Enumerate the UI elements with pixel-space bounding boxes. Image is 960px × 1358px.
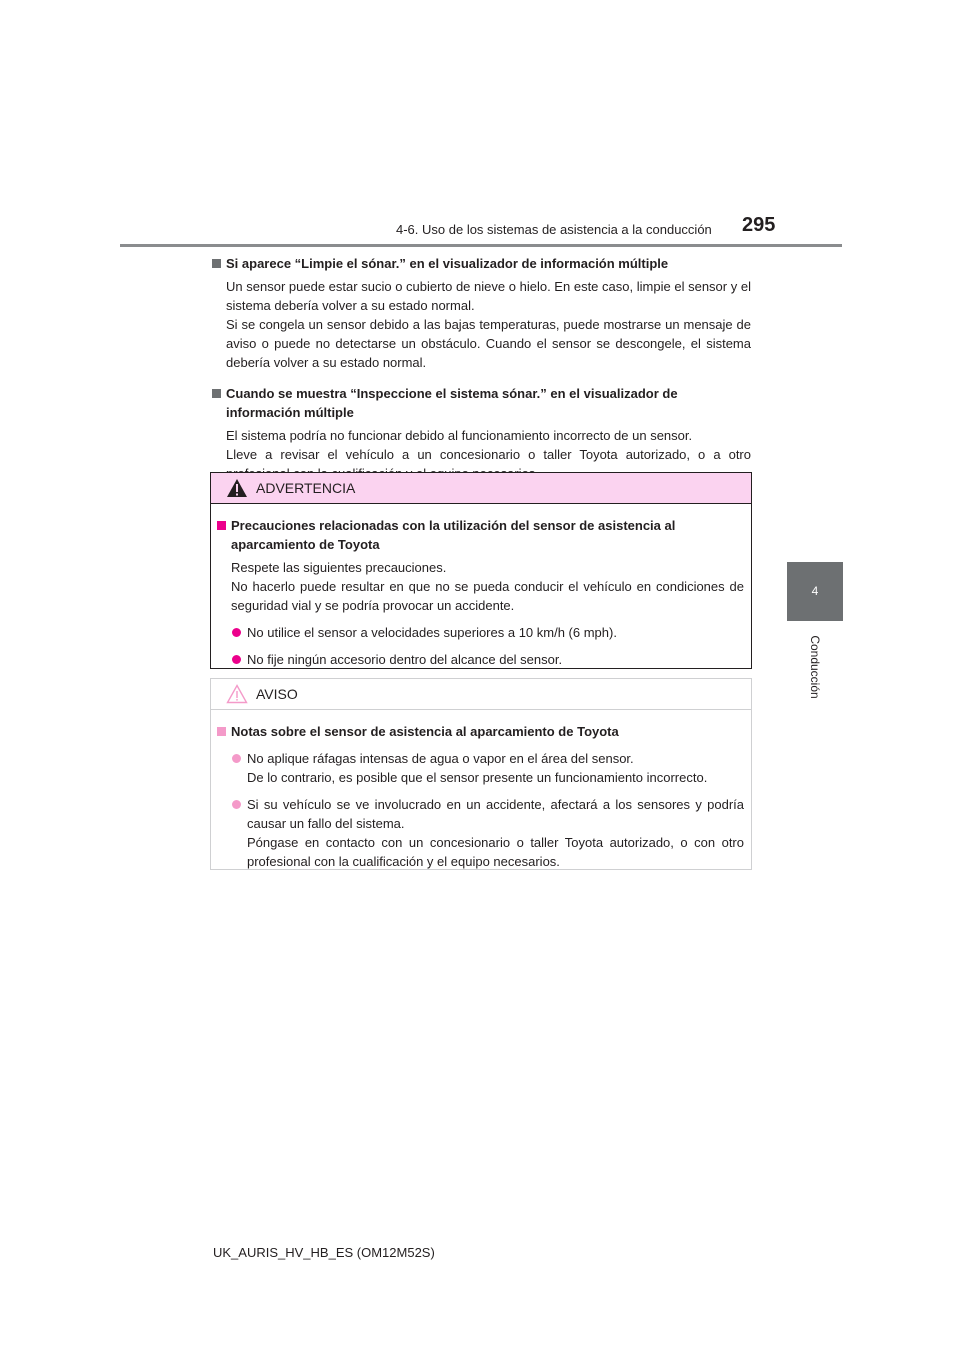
square-bullet-icon xyxy=(212,259,221,268)
caution-triangle-icon xyxy=(226,684,248,704)
page-number: 295 xyxy=(742,214,776,236)
list-item: No aplique ráfagas intensas de agua o vapor en el área del sensor. De lo contrario, es posible que el sensor presente un funcionamiento incorrecto. xyxy=(216,749,744,787)
notice-box xyxy=(210,678,752,870)
bullet-dot-icon xyxy=(232,754,241,763)
square-bullet-icon xyxy=(217,521,226,530)
warning-box xyxy=(210,472,752,669)
list-item: No fije ningún accesorio dentro del alcance del sensor. xyxy=(216,650,744,669)
bullet-dot-icon xyxy=(232,800,241,809)
bullet-dot-icon xyxy=(232,655,241,664)
list-item: Si su vehículo se ve involucrado en un accidente, afectará a los sensores y podría causar un fallo del sistema. Póngase en contacto con un concesionario o taller Toyota autorizado, o con otro profesional con la cualificación y el equipo necesarios. xyxy=(216,795,744,871)
main-content xyxy=(211,254,751,483)
header-rule xyxy=(120,244,842,247)
side-tab-label: Conducción xyxy=(808,635,822,699)
square-bullet-icon xyxy=(212,389,221,398)
section-body: El sistema podría no funcionar debido al funcionamiento incorrecto de un sensor. Lleve a revisar el vehículo a un concesionario o taller Toyota autorizado, o a otro xyxy=(226,428,751,462)
warning-heading: Precauciones relacionadas con la utilización del sensor de asistencia al aparcamiento de Toyota xyxy=(216,516,744,554)
list-item: No utilice el sensor a velocidades superiores a 10 km/h (6 mph). xyxy=(216,623,744,642)
warning-title: ADVERTENCIA xyxy=(256,480,356,496)
square-bullet-icon xyxy=(217,727,226,736)
notice-heading: Notas sobre el sensor de asistencia al aparcamiento de Toyota xyxy=(216,722,744,741)
warning-triangle-icon xyxy=(226,478,248,498)
bullet-dot-icon xyxy=(232,628,241,637)
section-heading: Si aparece “Limpie el sónar.” en el visualizador de información múltiple xyxy=(211,254,751,273)
warning-box-header xyxy=(211,473,751,504)
section-body: Un sensor puede estar sucio o cubierto de nieve o hielo. En este caso, limpie el sensor y el sistema debería volver a su estado normal. Si se congela un sensor debido a las bajas temperaturas, puede mostrarse un mensaje de aviso o puede no detectarse un obstáculo. Cuando el sensor se descongele, el sistema debería volver a su estado normal. xyxy=(226,279,751,370)
side-tab-number: 4 xyxy=(787,562,843,621)
section-title: 4-6. Uso de los sistemas de asistencia a la conducción xyxy=(396,222,712,237)
document-code: UK_AURIS_HV_HB_ES (OM12M52S) xyxy=(213,1245,435,1260)
section-heading: Cuando se muestra “Inspeccione el sistema sónar.” en el visualizador de información múltiple xyxy=(211,384,751,422)
warning-intro: Respete las siguientes precauciones. No hacerlo puede resultar en que no se pueda conducir el vehículo en condiciones de seguridad vial y se podría provocar un accidente. xyxy=(231,560,744,613)
notice-title: AVISO xyxy=(256,686,298,702)
notice-box-header xyxy=(211,679,751,710)
